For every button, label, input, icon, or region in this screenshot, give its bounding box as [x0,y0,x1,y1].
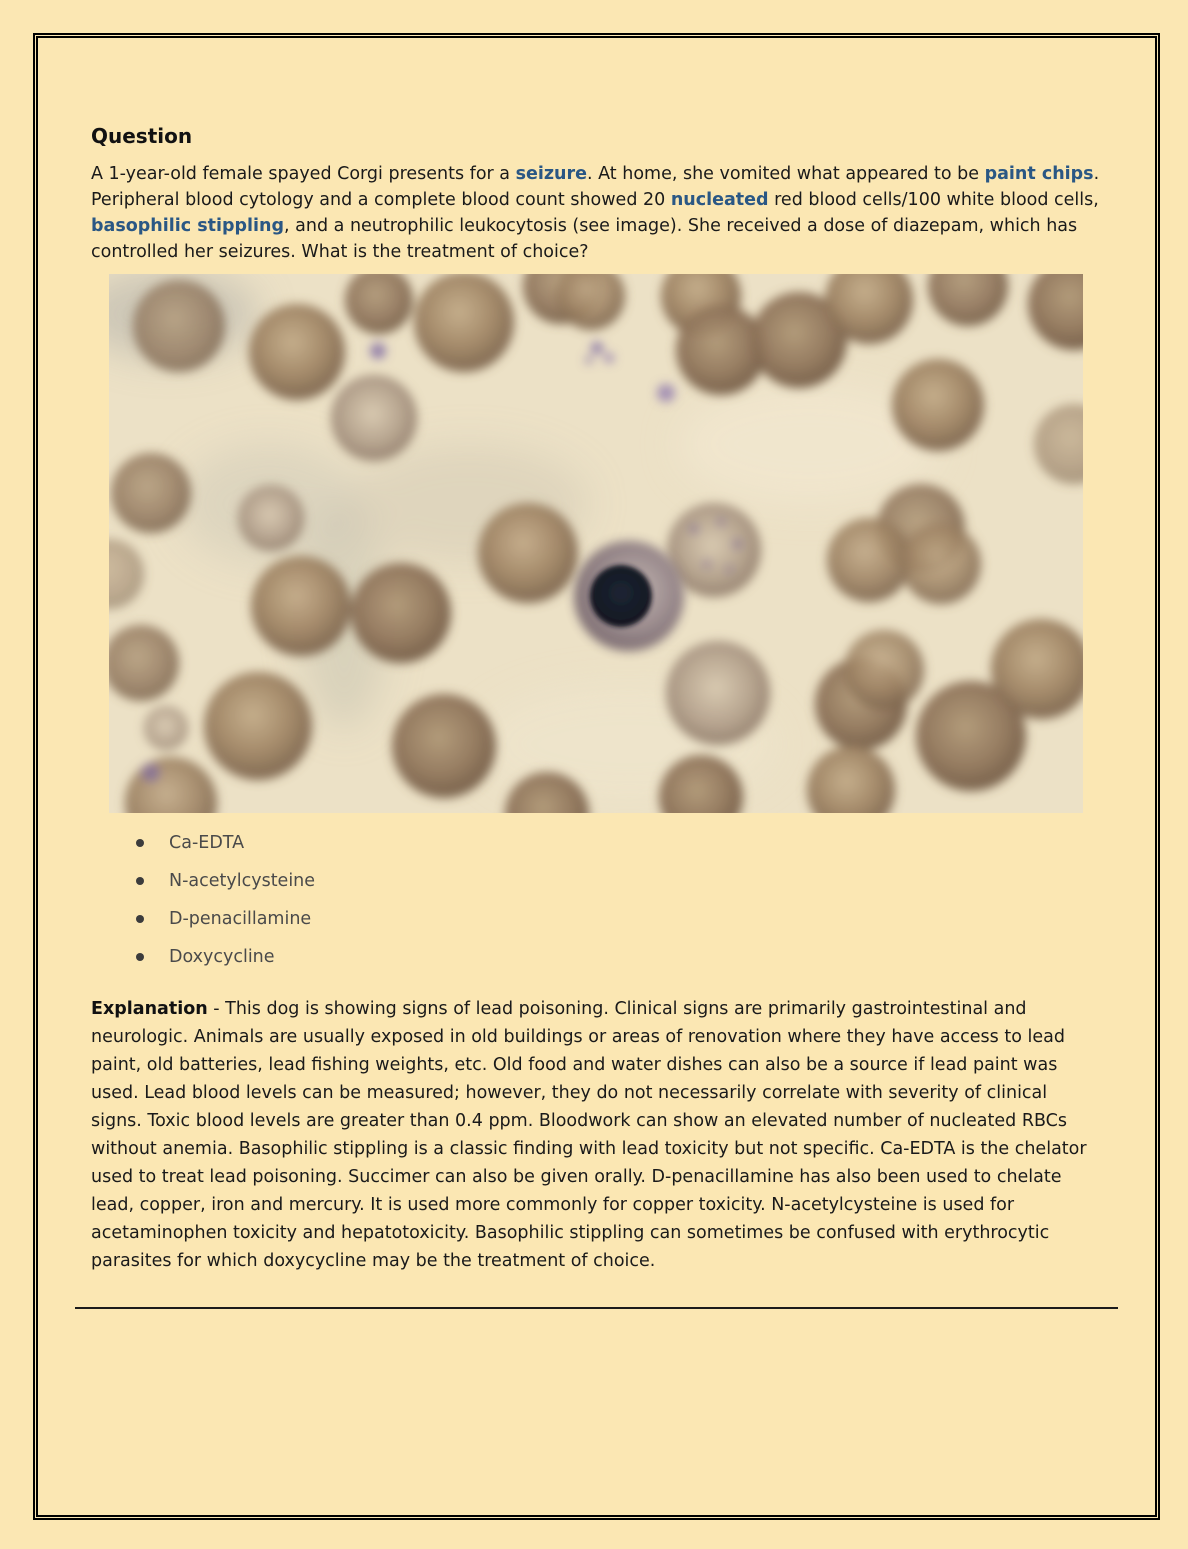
question-segment: A 1-year-old female spayed Corgi presents for a [91,164,516,184]
explanation-text [91,995,1102,1275]
bullet-icon [136,839,144,847]
question-keyword-nucleated: nucleated [670,190,769,210]
bullet-icon [136,877,144,885]
option-d-penacillamine [169,907,1102,931]
option-label: Ca-EDTA [169,833,245,853]
option-label: D-penacillamine [169,909,312,929]
explanation-heading: Explanation [91,999,208,1019]
question-keyword-paint-chips: paint chips [984,164,1094,184]
nucleated-rbc [574,541,684,651]
option-ca-edta [169,831,1102,855]
question-segment: red blood cells/100 white blood cells, [768,190,1099,210]
question-heading: Question [91,124,193,148]
question-text [91,161,1102,265]
explanation-body: - This dog is showing signs of lead poisoning. Clinical signs are primarily gastrointestinal and neurologic. Animals are usually exposed in old buildings or areas of renovation where they have access to lead paint, old batteries, lead fishing weights, etc. Old food and water dishes can also be a source if lead paint was used. Lead blood levels can be measured; however, they do not necessarily correlate with severity of clinical signs. Toxic blood levels are greater than 0.4 ppm. Bloodwork can show an elevated number of nucleated RBCs without anemia. Basophilic stippling is a classic finding with lead toxicity but not specific. Ca-EDTA is the chelator used to treat lead poisoning. Succimer can also be given orally. D-penacillamine has also been used to chelate lead, copper, iron and mercury. It is used more commonly for copper toxicity. N-acetylcysteine is used for acetaminophen toxicity and hepatotoxicity. Basophilic stippling can sometimes be confused with erythrocytic parasites for which doxycycline may be the treatment of choice. [91,999,1087,1271]
option-doxycycline [169,945,1102,969]
bullet-icon [136,915,144,923]
option-label: Doxycycline [169,947,275,967]
answer-options [91,831,1102,969]
content-frame [33,33,1160,1520]
question-segment: , and a neutrophilic leukocytosis (see image). She received a dose of diazepam, which has controlled her seizures. What is the treatment of choice? [91,216,1078,262]
option-label: N-acetylcysteine [169,871,316,891]
bullet-icon [136,953,144,961]
option-n-acetylcysteine [169,869,1102,893]
rbc-nucleus [590,565,652,627]
question-segment: . Peripheral blood cytology and a complete blood count showed 20 [91,164,1100,210]
question-keyword-seizure: seizure [515,164,588,184]
blood-smear-image [109,274,1083,813]
question-segment: . At home, she vomited what appeared to be [587,164,985,184]
divider-rule [75,1307,1118,1309]
question-keyword-basophilic-stippling: basophilic stippling [91,216,285,236]
